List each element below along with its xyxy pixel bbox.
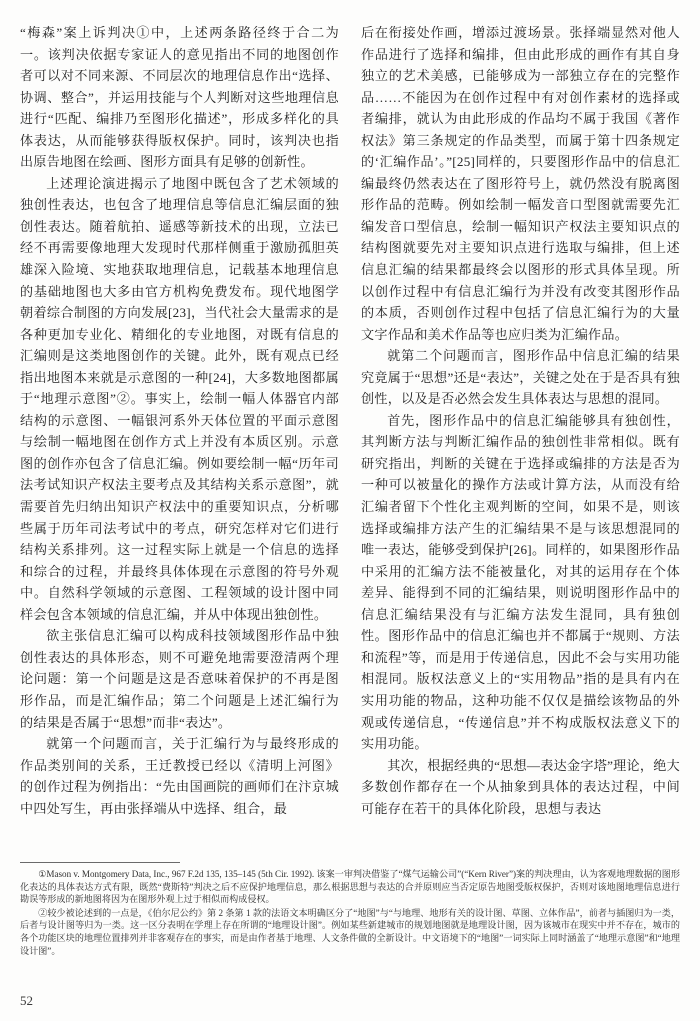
paragraph: 欲主张信息汇编可以构成科技领域图形作品中独创性表达的具体形态，则不可避免地需要澄清两个理论问题：第一个问题是这是否意味着保护的不再是图形作品，而是汇编作品；第二个问题是上述汇编行为的结果是否属于“思想”而非“表达”。 (20, 628, 339, 730)
paragraph: 其次，根据经典的“思想—表达金字塔”理论，绝大多数创作都存在一个从抽象到具体的表达过程，中间可能存在若干的具体化阶段，思想与表达 (361, 757, 680, 816)
paragraph: 就第一个问题而言，关于汇编行为与最终形成的作品类别间的关系，王迁教授已经以《清明上河图》的创作过程为例指出：“先由国画院的画师们在汴京城中四处写生，再由张择端从中选择、组合，最 (20, 736, 339, 816)
paragraph: 上述理论演进揭示了地图中既包含了艺术领域的独创性表达，也包含了地理信息等信息汇编层面的独创性表达。随着航拍、遥感等新技术的出现，立法已经不再需要像地理大发现时代那样侧重于激励孤胆英雄深入险境、实地获取地理信息，记载基本地理信息的基础地图也大多由官方机构免费发布。现代地图学朝着综合制图的方向发展[23]，当代社会大量需求的是各种更加专业化、精细化的专业地图，对既有信息的汇编则是这类地图创作的关键。此外，既有观点已经指出地图本来就是示意图的一种[24]，大多数地图都属于“地理示意图”②。事实上，绘制一幅人体器官内部结构的示意图、一幅银河系外天体位置的平面示意图与绘制一幅地图在创作方式上并没有本质区别。示意图的创作亦包含了信息汇编。例如要绘制一幅“历年司法考试知识产权法主要考点及其结构关系示意图”，就需要首先归纳出知识产权法中的重要知识点，分析哪些属于历年司法考试中的考点，研究怎样对它们进行结构关系排列。这一过程实际上就是一个信息的选择和综合的过程，并最终具体体现在示意图的符号外观中。自然科学领域的示意图、工程领域的设计图中同样会包含本领域的信息汇编，并从中体现出独创性。 (20, 175, 339, 622)
footnote-item: ①Mason v. Montgomery Data, Inc., 967 F.2d 135, 135–145 (5th Cir. 1992). 该案一审判决借鉴了“煤气运输公司”(“Kern River”)案的判决理由，认为客观地理数据的图形化表达的具体表达方式有限，既然“费斯特”判决之后不应保护地理信息，那么根据思想与表达的合并原则应当否定原告地图受版权保护，否则对该地图地理信息进行勘误等形成的新地图将因为在图形外观上过于相似而构成侵权。 (20, 869, 680, 905)
right-column (361, 22, 680, 842)
footnote-separator-rule (20, 862, 180, 863)
paragraph: 首先，图形作品中的信息汇编能够具有独创性，其判断方法与判断汇编作品的独创性非常相似。既有研究指出，判断的关键在于选择或编排的方法是否为一种可以被量化的操作方法或计算方法，从而没有给汇编者留下个性化主观判断的空间，如果不是，则该选择或编排方法产生的汇编结果不是与该思想混同的唯一表达，能够受到保护[26]。同样的，如果图形作品中采用的汇编方法不能被量化，对其的运用存在个体差异、能得到不同的汇编结果，则说明图形作品中的信息汇编结果没有与汇编方法发生混同，具有独创性。图形作品中的信息汇编也并不都属于“规则、方法和流程”等，而是用于传递信息，因此不会与实用功能相混同。版权法意义上的“实用物品”指的是具有内在实用功能的物品，这种功能不仅仅是描绘该物品的外观或传递信息，“传递信息”并不构成版权法意义下的实用功能。 (361, 412, 680, 752)
page-number: 52 (20, 993, 33, 1008)
paragraph: “梅森”案上诉判决①中，上述两条路径终于合二为一。该判决依据专家证人的意见指出不同的地图创作者可以对不同来源、不同层次的地理信息作出“选择、协调、整合”，并运用技能与个人判断对这些地理信息进行“匹配、编排乃至图形化描述”，形成多样化的具体表达，从而能够获得版权保护。同时，该判决也指出原告地图在绘画、图形方面具有足够的创新性。 (20, 25, 339, 170)
two-column-body (20, 22, 680, 842)
footnote-item: ②较少被论述到的一点是，《伯尔尼公约》第 2 条第 1 款的法语文本明确区分了“地图”与“与地理、地形有关的设计图、草图、立体作品”，前者与插图归为一类，后者与设计图等归为一类。这一区分表明在学理上存在所谓的“地理设计图”。例如某些新建城市的规划地图就是地理设计图，因为该城市在现实中并不存在，城市的各个功能区块的地理位置排列并非客观存在的事实，而是由作者基于地理、人文条件做的全新设计。中文语境下的“地图”一词实际上同时涵盖了“地理示意图”和“地理设计图”。 (20, 907, 680, 956)
left-column (20, 22, 339, 842)
paragraph: 后在衔接处作画，增添过渡场景。张择端显然对他人作品进行了选择和编排，但由此形成的画作有其自身独立的艺术美感，已能够成为一部独立存在的完整作品……不能因为在创作过程中有对创作素材的选择或者编排，就认为由此形成的作品均不属于我国《著作权法》第三条规定的作品类型，而属于第十四条规定的‘汇编作品’。”[25]同样的，只要图形作品中的信息汇编最终仍然表达在了图形符号上，就仍然没有脱离图形作品的范畴。例如绘制一幅发音口型图就需要先汇编发音口型信息，绘制一幅知识产权法主要知识点的结构图就要先对主要知识点进行选取与编排，但上述信息汇编的结果都最终会以图形的形式具体呈现。所以创作过程中有信息汇编行为并没有改变其图形作品的本质，否则创作过程中包括了信息汇编行为的大量文字作品和美术作品等也应归类为汇编作品。 (361, 25, 680, 342)
paragraph: 就第二个问题而言，图形作品中信息汇编的结果究竟属于“思想”还是“表达”，关键之处在于是否具有独创性，以及是否必然会发生具体表达与思想的混同。 (361, 348, 680, 407)
footnote-block (20, 862, 680, 958)
